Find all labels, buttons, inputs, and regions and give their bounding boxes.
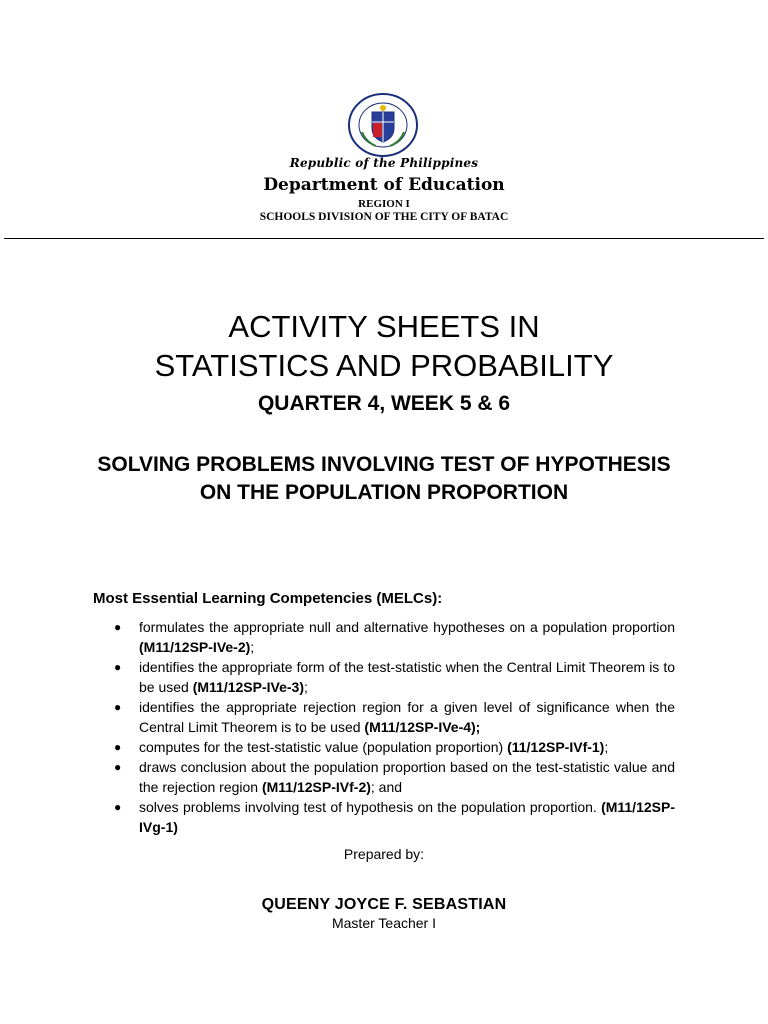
melc-text: solves problems involving test of hypothesis on the population proportion. — [139, 799, 602, 815]
melc-text: draws conclusion about the population proportion based on the test-statistic value and the rejection region — [139, 759, 675, 795]
melc-code: (M11/12SP-IVe-4); — [364, 719, 481, 735]
melc-text: formulates the appropriate null and alternative hypotheses on a population proportion — [139, 619, 675, 635]
bullet-icon: ● — [114, 620, 122, 634]
bullet-icon: ● — [114, 700, 122, 714]
region-label: REGION I — [358, 198, 410, 210]
melc-text: identifies the appropriate form of the test-statistic when the Central Limit Theorem is to be used — [139, 659, 675, 695]
document-title-line2: STATISTICS AND PROBABILITY — [154, 348, 614, 383]
melc-text: identifies the appropriate rejection region for a given level of significance when the Central Limit Theorem is to be used — [139, 699, 675, 735]
melc-suffix: ; — [304, 679, 308, 695]
republic-label: Republic of the Philippines — [289, 156, 479, 170]
melc-code: (M11/12SP-IVg-1) — [139, 799, 675, 835]
melc-code: (M11/12SP-IVf-2) — [261, 779, 371, 795]
melc-item — [93, 757, 675, 797]
melc-item — [93, 737, 675, 757]
melc-code: (M11/12SP-IVe-3) — [192, 679, 304, 695]
header-divider — [4, 238, 764, 239]
melc-suffix: ; — [604, 739, 609, 755]
melc-list — [93, 617, 675, 837]
document-title-line1: ACTIVITY SHEETS IN — [228, 309, 540, 344]
bullet-icon: ● — [114, 740, 122, 754]
bullet-icon: ● — [114, 800, 122, 814]
deped-seal-icon — [346, 92, 420, 158]
melc-heading: Most Essential Learning Competencies (MELCs): — [93, 590, 443, 607]
melc-code: (M11/12SP-IVe-2) — [139, 639, 251, 655]
bullet-icon: ● — [114, 760, 122, 774]
author-position: Master Teacher I — [331, 915, 436, 931]
melc-suffix: ; — [250, 639, 255, 655]
department-name: Department of Education — [263, 175, 505, 195]
melc-item — [93, 617, 675, 657]
melc-item — [93, 797, 675, 837]
topic-title: SOLVING PROBLEMS INVOLVING TEST OF HYPOTHESIS ON THE POPULATION PROPORTION — [97, 453, 671, 504]
prepared-by-label: Prepared by: — [343, 846, 425, 862]
melc-item — [93, 657, 675, 697]
melc-code: (11/12SP-IVf-1) — [507, 739, 605, 755]
division-label: SCHOOLS DIVISION OF THE CITY OF BATAC — [259, 211, 509, 223]
author-name: QUEENY JOYCE F. SEBASTIAN — [261, 896, 507, 913]
melc-text: computes for the test-statistic value (population proportion) — [139, 739, 508, 755]
bullet-icon: ● — [114, 660, 122, 674]
quarter-week-label: QUARTER 4, WEEK 5 & 6 — [257, 392, 511, 415]
melc-suffix: ; and — [370, 779, 403, 795]
melc-item — [93, 697, 675, 737]
